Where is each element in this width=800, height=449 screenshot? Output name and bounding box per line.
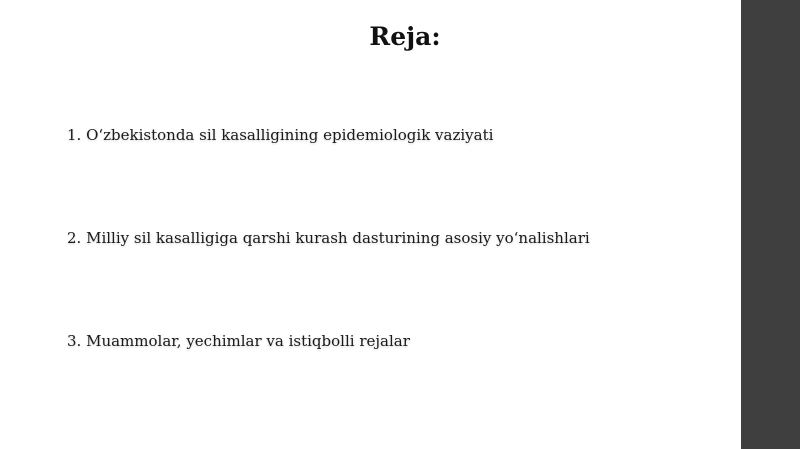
slide-title: Reja: [369, 22, 441, 51]
plan-item-2: 2. Milliy sil kasalligiga qarshi kurash dasturining asosiy yo‘nalishlari [67, 229, 590, 247]
plan-item-3: 3. Muammolar, yechimlar va istiqbolli rejalar [67, 332, 410, 350]
plan-item-1: 1. O‘zbekistonda sil kasalligining epidemiologik vaziyati [67, 126, 494, 144]
side-panel [741, 0, 800, 449]
